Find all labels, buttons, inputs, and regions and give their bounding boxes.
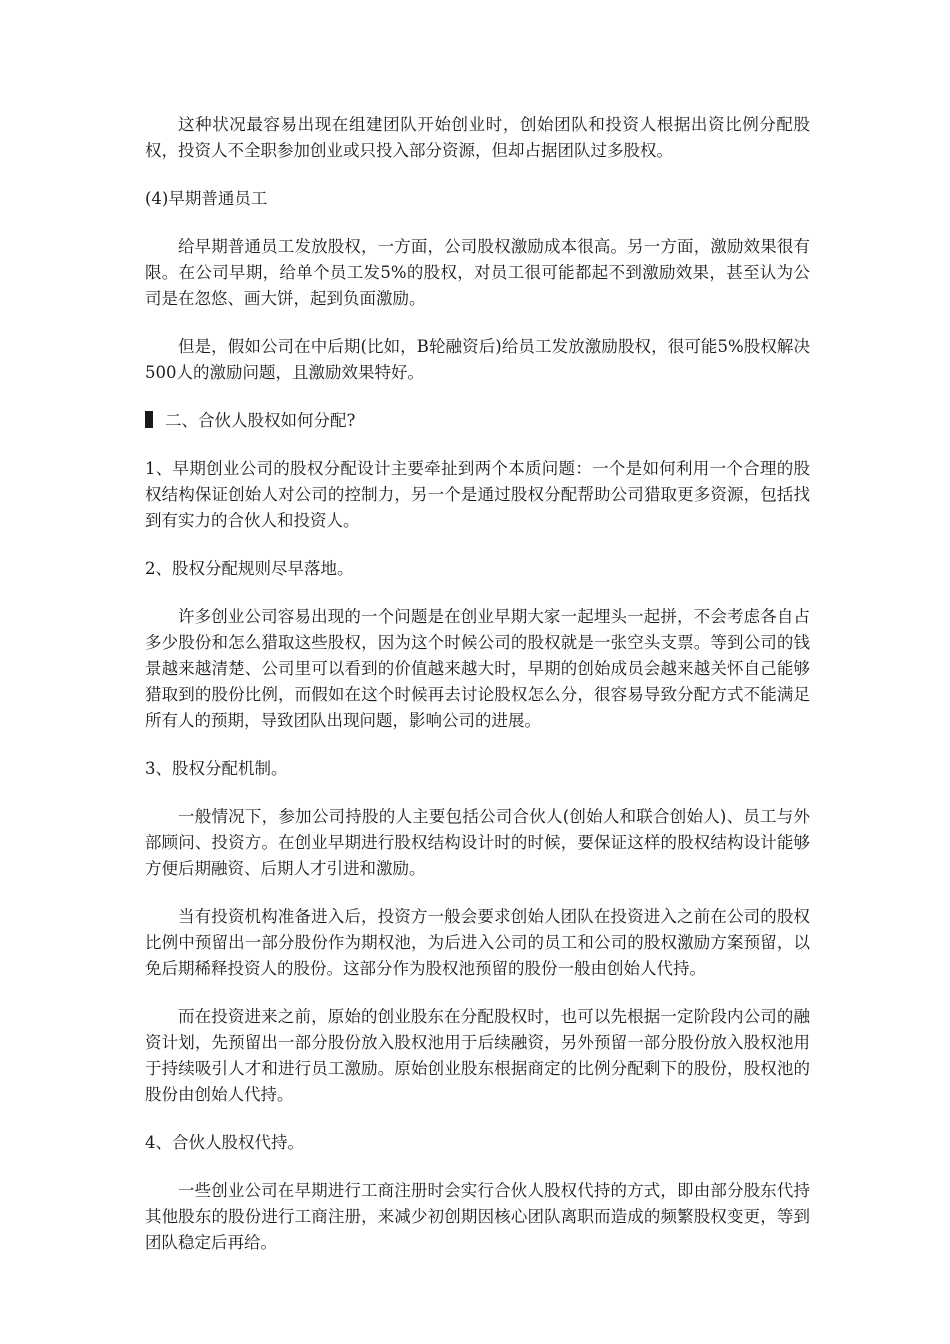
paragraph: 许多创业公司容易出现的一个问题是在创业早期大家一起埋头一起拼，不会考虑各自占多少股份和怎么猎取这些股权，因为这个时候公司的股权就是一张空头支票。等到公司的钱景越来越清楚、公司里可以看到的价值越来越大时，早期的创始成员会越来越关怀自己能够猎取到的股份比例，而假如在这个时候再去讨论股权怎么分，很容易导致分配方式不能满足所有人的预期，导致团队出现问题，影响公司的进展。: [145, 607, 810, 730]
subsection-label: (4)早期普通员工: [145, 189, 268, 208]
section-heading: [145, 408, 810, 434]
paragraph: 这种状况最容易出现在组建团队开始创业时，创始团队和投资人根据出资比例分配股权，投资人不全职参加创业或只投入部分资源，但却占据团队过多股权。: [145, 115, 810, 160]
paragraph: 一些创业公司在早期进行工商注册时会实行合伙人股权代持的方式，即由部分股东代持其他股东的股份进行工商注册，来减少初创期因核心团队离职而造成的频繁股权变更，等到团队稳定后再给。: [145, 1181, 810, 1252]
section-heading-text: 二、合伙人股权如何分配?: [165, 411, 356, 430]
subsection-label: 3、股权分配机制。: [145, 759, 288, 778]
paragraph: 而在投资进来之前，原始的创业股东在分配股权时，也可以先根据一定阶段内公司的融资计划，先预留出一部分股份放入股权池用于后续融资，另外预留一部分股份放入股权池用于持续吸引人才和进行员工激励。原始创业股东根据商定的比例分配剩下的股份，股权池的股份由创始人代持。: [145, 1007, 810, 1104]
paragraph: 给早期普通员工发放股权，一方面，公司股权激励成本很高。另一方面，激励效果很有限。在公司早期，给单个员工发5%的股权，对员工很可能都起不到激励效果，甚至认为公司是在忽悠、画大饼，起到负面激励。: [145, 237, 810, 308]
document-page: [145, 112, 810, 1278]
subsection-label: 2、股权分配规则尽早落地。: [145, 559, 354, 578]
paragraph: 当有投资机构准备进入后，投资方一般会要求创始人团队在投资进入之前在公司的股权比例中预留出一部分股份作为期权池，为后进入公司的员工和公司的股权激励方案预留，以免后期稀释投资人的股份。这部分作为股权池预留的股份一般由创始人代持。: [145, 907, 810, 978]
heading-bar-icon: [145, 411, 153, 428]
subsection-label: 4、合伙人股权代持。: [145, 1133, 304, 1152]
paragraph: 一般情况下，参加公司持股的人主要包括公司合伙人(创始人和联合创始人)、员工与外部顾问、投资方。在创业早期进行股权结构设计时的时候，要保证这样的股权结构设计能够方便后期融资、后期人才引进和激励。: [145, 807, 810, 878]
paragraph: 但是，假如公司在中后期(比如，B轮融资后)给员工发放激励股权，很可能5%股权解决500人的激励问题，且激励效果特好。: [145, 337, 810, 382]
paragraph: 1、早期创业公司的股权分配设计主要牵扯到两个本质问题：一个是如何利用一个合理的股权结构保证创始人对公司的控制力，另一个是通过股权分配帮助公司猎取更多资源，包括找到有实力的合伙人和投资人。: [145, 459, 810, 530]
